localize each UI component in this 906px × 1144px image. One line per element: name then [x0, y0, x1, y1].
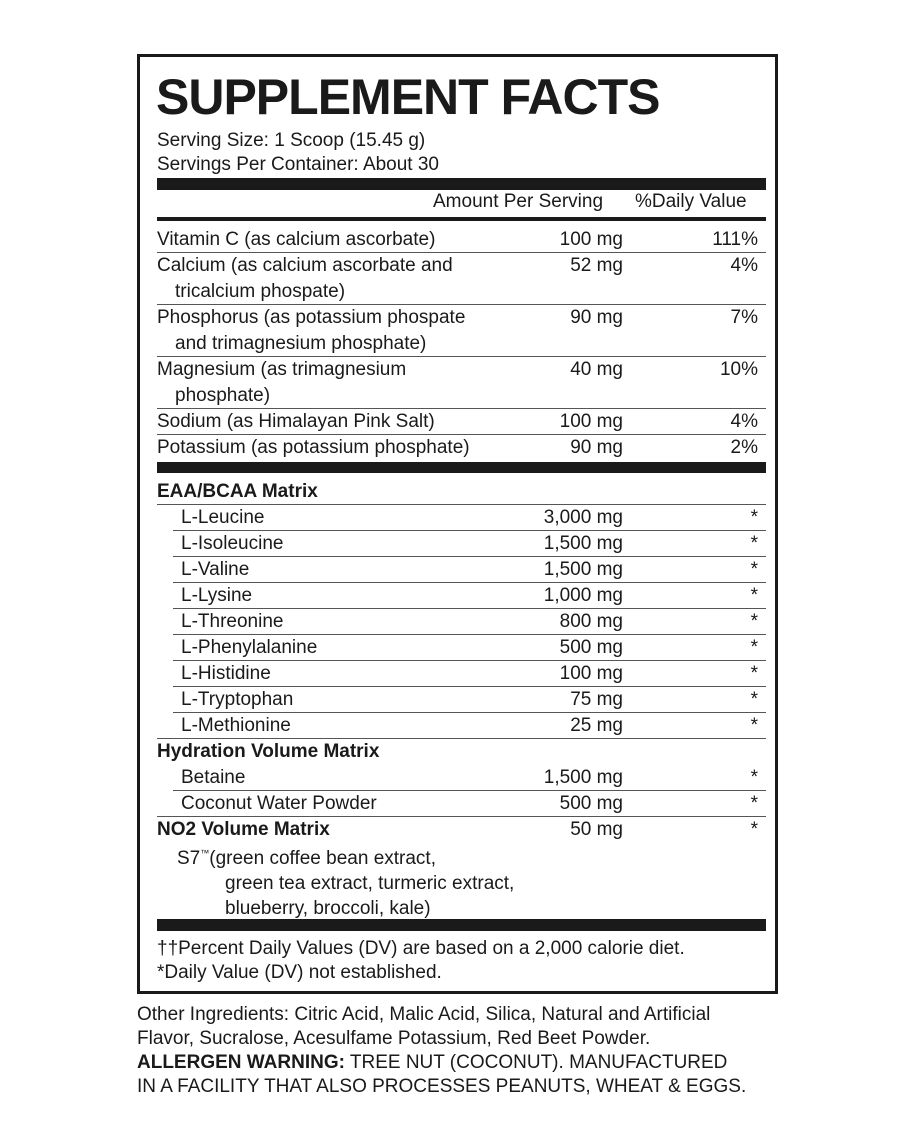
ingredient-row [173, 583, 766, 609]
ingredient-dv: * [750, 793, 758, 814]
nutrient-amount: 100 mg [559, 229, 623, 250]
ingredient-row [157, 713, 766, 739]
ingredient-amount: 800 mg [559, 611, 623, 632]
nutrient-amount: 90 mg [570, 437, 623, 458]
ingredient-amount: 500 mg [559, 793, 623, 814]
dv-header: %Daily Value [635, 191, 747, 212]
ingredient-row [173, 531, 766, 557]
ingredient-dv: * [750, 585, 758, 606]
ingredient-dv: * [750, 559, 758, 580]
ingredient-dv: * [750, 767, 758, 788]
ingredient-name: L-Threonine [181, 611, 284, 632]
nutrient-name-cont: and trimagnesium phosphate) [175, 333, 427, 354]
nutrient-dv: 4% [730, 255, 758, 276]
s7-blend [177, 841, 514, 921]
ingredient-amount: 75 mg [570, 689, 623, 710]
ingredient-row [173, 557, 766, 583]
nutrient-dv: 10% [719, 359, 758, 380]
servings-per-container: Servings Per Container: About 30 [157, 154, 440, 175]
allergen-text-line: IN A FACILITY THAT ALSO PROCESSES PEANUTS, WHEAT & EGGS. [137, 1076, 747, 1097]
nutrient-row [157, 253, 766, 305]
trademark-symbol: ™ [200, 848, 210, 858]
ingredient-dv: * [750, 715, 758, 736]
ingredient-name: L-Valine [181, 559, 250, 580]
s7-line: (green coffee bean extract, [209, 848, 436, 869]
ingredient-row [173, 505, 766, 531]
ingredient-name: L-Leucine [181, 507, 265, 528]
nutrient-amount: 90 mg [570, 307, 623, 328]
nutrient-dv: 4% [730, 411, 758, 432]
nutrient-name: Phosphorus (as potassium phospate [157, 307, 466, 328]
ingredient-row [173, 661, 766, 687]
ingredient-dv: * [750, 611, 758, 632]
ingredient-dv: * [750, 507, 758, 528]
nutrient-row [157, 305, 766, 357]
thick-divider [157, 462, 766, 473]
ingredient-name: L-Isoleucine [181, 533, 284, 554]
dv-footnote: ††Percent Daily Values (DV) are based on a 2,000 calorie diet. [157, 938, 685, 959]
ingredient-amount: 1,500 mg [543, 533, 623, 554]
group-amount: 50 mg [570, 819, 623, 840]
other-ingredients-line: Flavor, Sucralose, Acesulfame Potassium, Red Beet Powder. [137, 1028, 651, 1049]
ingredient-name: L-Lysine [181, 585, 253, 606]
ingredient-row [173, 765, 766, 791]
group-heading [157, 739, 766, 765]
group-heading [157, 817, 766, 843]
nutrient-name: Potassium (as potassium phosphate) [157, 437, 470, 458]
group-heading [157, 479, 766, 505]
group-label: EAA/BCAA Matrix [157, 481, 318, 502]
s7-line: blueberry, broccoli, kale) [225, 898, 431, 919]
ingredient-name: L-Tryptophan [181, 689, 294, 710]
ingredient-row [173, 635, 766, 661]
ingredient-dv: * [750, 689, 758, 710]
nutrient-name-cont: tricalcium phospate) [175, 281, 346, 302]
allergen-text: TREE NUT (COCONUT). MANUFACTURED [344, 1052, 728, 1073]
allergen-label: ALLERGEN WARNING: [137, 1052, 345, 1073]
header-divider [157, 217, 766, 221]
s7-line: green tea extract, turmeric extract, [225, 873, 515, 894]
ingredient-amount: 500 mg [559, 637, 623, 658]
dv-not-established: *Daily Value (DV) not established. [157, 962, 442, 983]
ingredient-row [173, 687, 766, 713]
ingredient-name: L-Histidine [181, 663, 271, 684]
nutrient-name: Vitamin C (as calcium ascorbate) [157, 229, 436, 250]
nutrient-dv: 7% [730, 307, 758, 328]
nutrient-amount: 40 mg [570, 359, 623, 380]
ingredient-dv: * [750, 533, 758, 554]
ingredient-amount: 1,000 mg [543, 585, 623, 606]
ingredient-amount: 25 mg [570, 715, 623, 736]
ingredient-dv: * [750, 637, 758, 658]
other-ingredients-line: Other Ingredients: Citric Acid, Malic Acid, Silica, Natural and Artificial [137, 1004, 711, 1025]
nutrient-name: Calcium (as calcium ascorbate and [157, 255, 453, 276]
nutrient-name: Sodium (as Himalayan Pink Salt) [157, 411, 435, 432]
ingredient-amount: 100 mg [559, 663, 623, 684]
nutrient-row [157, 357, 766, 409]
nutrient-row [157, 227, 766, 253]
group-label: Hydration Volume Matrix [157, 741, 380, 762]
nutrient-name: Magnesium (as trimagnesium [157, 359, 407, 380]
s7-name: S7 [177, 848, 201, 869]
supplement-facts-panel [137, 54, 778, 994]
ingredient-name: L-Methionine [181, 715, 291, 736]
nutrient-row [157, 435, 766, 461]
nutrient-amount: 100 mg [559, 411, 623, 432]
allergen-warning [137, 1051, 797, 1075]
nutrient-dv: 111% [712, 229, 758, 250]
group-dv: * [750, 819, 758, 840]
ingredient-row [173, 609, 766, 635]
serving-size: Serving Size: 1 Scoop (15.45 g) [157, 130, 426, 151]
ingredient-row [157, 791, 766, 817]
ingredient-name: Betaine [181, 767, 246, 788]
ingredient-dv: * [750, 663, 758, 684]
ingredient-name: Coconut Water Powder [181, 793, 377, 814]
nutrient-name-cont: phosphate) [175, 385, 271, 406]
ingredient-amount: 1,500 mg [543, 559, 623, 580]
nutrient-dv: 2% [730, 437, 758, 458]
thick-divider [157, 919, 766, 931]
ingredient-amount: 3,000 mg [543, 507, 623, 528]
ingredient-amount: 1,500 mg [543, 767, 623, 788]
ingredient-name: L-Phenylalanine [181, 637, 318, 658]
nutrient-amount: 52 mg [570, 255, 623, 276]
group-label: NO2 Volume Matrix [157, 819, 330, 840]
thick-divider [157, 178, 766, 190]
amount-header: Amount Per Serving [433, 191, 604, 212]
panel-title: SUPPLEMENT FACTS [156, 69, 660, 125]
nutrient-row [157, 409, 766, 435]
